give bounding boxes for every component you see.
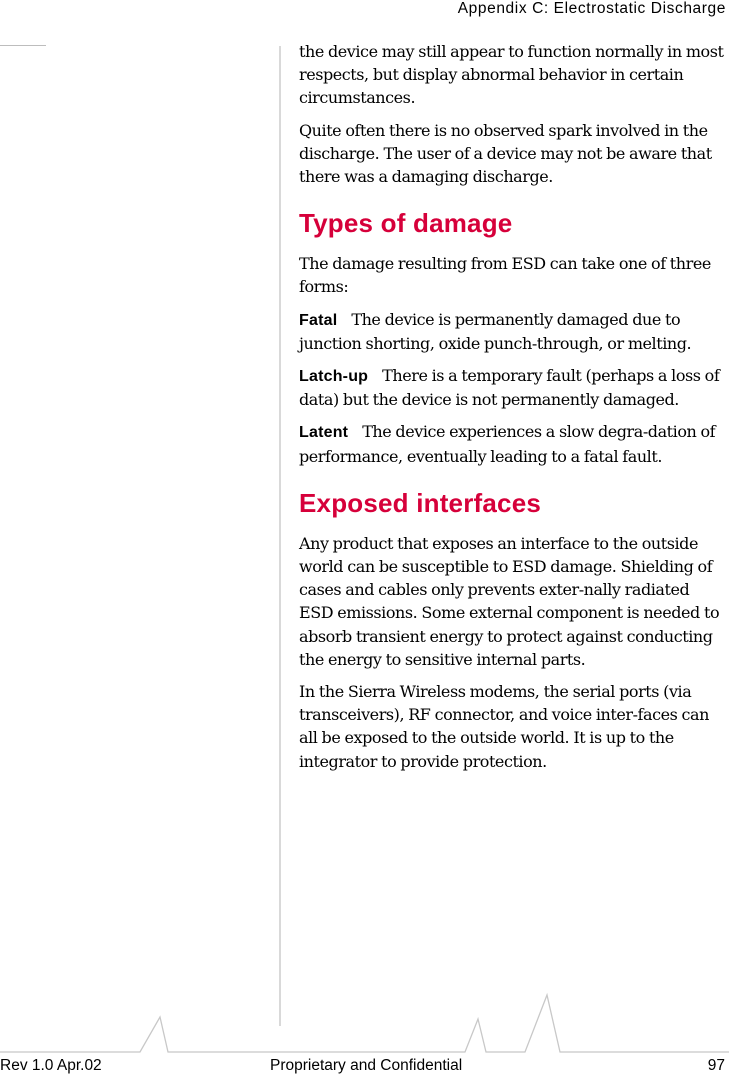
damage-description: The device is permanently damaged due to junction shorting, oxide punch-through, or melting. (299, 309, 692, 353)
damage-item-latent (299, 420, 727, 467)
damage-term: Latent (299, 424, 349, 442)
footer-waveform-decoration (0, 985, 729, 1055)
damage-term: Fatal (299, 311, 338, 329)
margin-rule (279, 46, 281, 1026)
page-number: 97 (707, 1057, 725, 1074)
damage-item-fatal (299, 308, 727, 355)
page-content (299, 40, 727, 782)
heading-types-of-damage: Types of damage (299, 208, 513, 239)
interfaces-paragraph-1: Any product that exposes an interface to the outside world can be susceptible to ESD damage. Shielding of cases and cables only prevents exter-nally radiated ESD emissions. Some external component is needed to absorb transient energy to protect against conducting the energy to sensitive internal parts. (299, 533, 720, 669)
heading-exposed-interfaces: Exposed interfaces (299, 487, 542, 518)
damage-term: Latch-up (299, 368, 369, 386)
interfaces-paragraph-2: In the Sierra Wireless modems, the serial ports (via transceivers), RF connector, and voice inter-faces can all be exposed to the outside world. It is up to the integrator to provide protection. (299, 682, 709, 771)
damage-description: There is a temporary fault (perhaps a loss of data) but the device is not permanently damaged. (299, 366, 720, 410)
intro-paragraph-1: the device may still appear to function normally in most respects, but display abnormal behavior in certain circumstances. (299, 42, 724, 108)
damage-description: The device experiences a slow degra-dation of performance, eventually leading to a fatal fault. (299, 422, 716, 466)
damage-item-latch-up (299, 364, 727, 411)
footer-confidentiality: Proprietary and Confidential (270, 1057, 463, 1074)
header-rule (0, 45, 46, 46)
page-footer (0, 1057, 729, 1076)
damage-lead-paragraph: The damage resulting from ESD can take one of three forms: (299, 254, 711, 297)
running-header: Appendix C: Electrostatic Discharge (457, 0, 726, 17)
intro-paragraph-2: Quite often there is no observed spark involved in the discharge. The user of a device may not be aware that there was a damaging discharge. (299, 120, 712, 187)
footer-revision: Rev 1.0 Apr.02 (0, 1057, 102, 1074)
